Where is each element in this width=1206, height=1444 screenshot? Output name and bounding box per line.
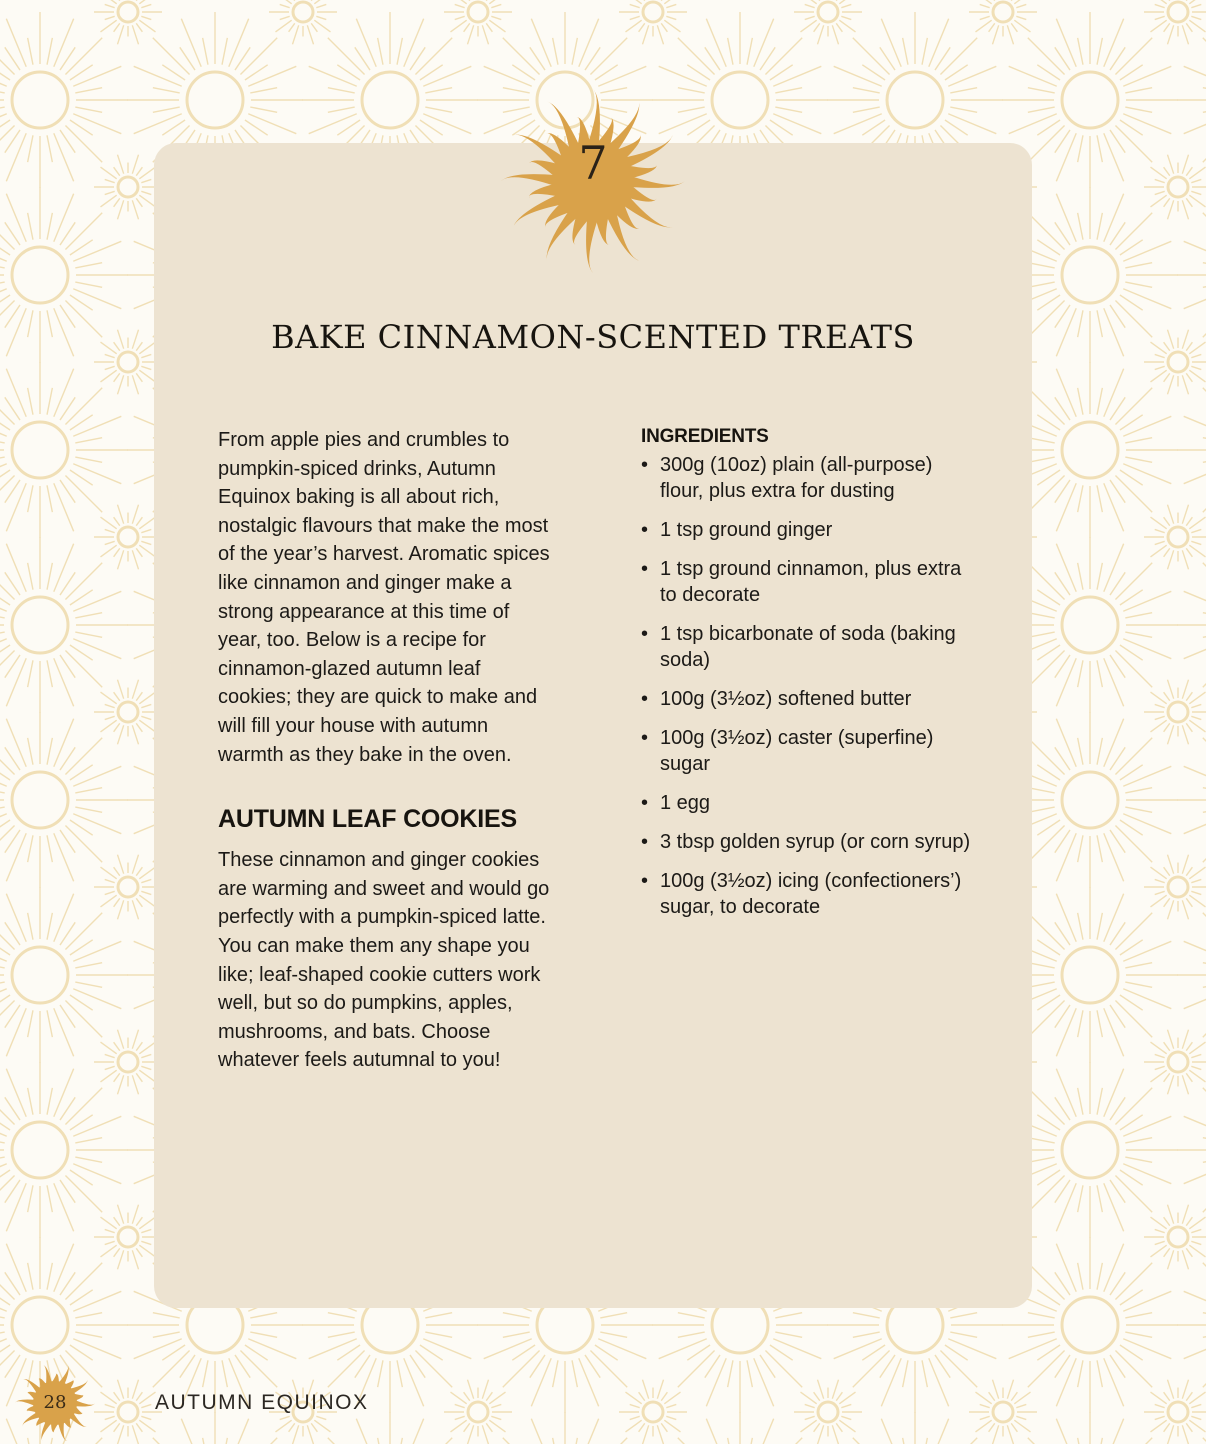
left-column (218, 426, 558, 1075)
ingredient-item: • 100g (3½oz) caster (superfine) sugar (641, 725, 981, 777)
recipe-description: These cinnamon and ginger cookies are warming and sweet and would go perfectly with a pumpkin-spiced latte. You can make them any shape you like; leaf-shaped cookie cutters work well, but so do pumpkins, apples, mushrooms, and bats. Choose whatever feels autumnal to you! (218, 849, 550, 1072)
running-footer-title: AUTUMN EQUINOX (155, 1391, 369, 1414)
ingredient-item: • 1 tsp bicarbonate of soda (baking soda) (641, 621, 981, 673)
page-number-badge (14, 1362, 96, 1444)
ingredients-heading: INGREDIENTS (641, 426, 769, 447)
step-number: 7 (578, 136, 608, 190)
step-number-badge (498, 86, 688, 276)
page-title: BAKE CINNAMON-SCENTED TREATS (271, 318, 915, 356)
ingredient-item: • 1 tsp ground ginger (641, 517, 981, 543)
ingredient-item: • 1 egg (641, 790, 981, 816)
recipe-heading: AUTUMN LEAF COOKIES (218, 805, 517, 834)
ingredient-item: • 100g (3½oz) icing (confectioners’) sugar, to decorate (641, 868, 981, 920)
ingredient-item: • 1 tsp ground cinnamon, plus extra to decorate (641, 556, 981, 608)
right-column (641, 426, 981, 933)
ingredient-item: • 300g (10oz) plain (all-purpose) flour, plus extra for dusting (641, 452, 981, 504)
page-number: 28 (43, 1392, 67, 1413)
intro-paragraph: From apple pies and crumbles to pumpkin-spiced drinks, Autumn Equinox baking is all about rich, nostalgic flavours that make the most of the year’s harvest. Aromatic spices like cinnamon and ginger make a strong appearance at this time of year, too. Below is a recipe for cinnamon-glazed autumn leaf cookies; they are quick to make and will fill your house with autumn warmth as they bake in the oven. (218, 429, 550, 766)
ingredient-item: • 3 tbsp golden syrup (or corn syrup) (641, 829, 981, 855)
ingredients-list (641, 452, 981, 920)
ingredient-item: • 100g (3½oz) softened butter (641, 686, 981, 712)
